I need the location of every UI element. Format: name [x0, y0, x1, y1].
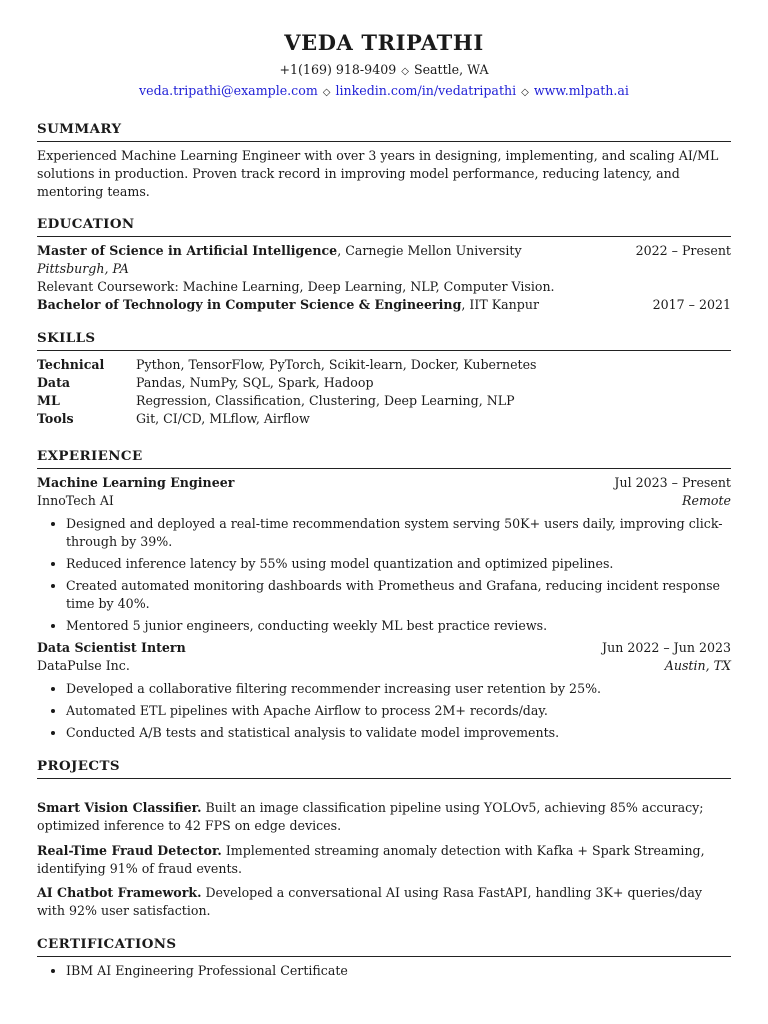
education-entry — [37, 242, 731, 296]
job-company: DataPulse Inc. — [37, 658, 130, 674]
job-role: Data Scientist Intern — [37, 640, 186, 656]
list-item: • Mentored 5 junior engineers, conducting weekly ML best practice reviews. — [66, 617, 731, 635]
certification-list — [37, 962, 731, 980]
skill-category: Data — [37, 374, 71, 390]
skill-category: ML — [37, 392, 60, 408]
education-section — [37, 215, 731, 314]
skills-table — [37, 356, 537, 428]
job-header-row — [37, 474, 731, 492]
email-link[interactable]: veda.tripathi@example.com — [139, 82, 318, 98]
skill-category: Technical — [37, 356, 105, 372]
job-entry — [37, 474, 731, 634]
section-title: SKILLS — [37, 329, 731, 351]
degree-line — [37, 242, 522, 260]
list-item: • Reduced inference latency by 55% using model quantization and optimized pipelines. — [66, 555, 731, 573]
degree-line — [37, 296, 539, 314]
skill-items: Python, TensorFlow, PyTorch, Scikit-learn, Docker, Kubernetes — [136, 356, 537, 372]
institution-name: , IIT Kanpur — [461, 297, 539, 313]
skills-row — [37, 392, 537, 410]
linkedin-link[interactable]: linkedin.com/in/vedatripathi — [335, 82, 517, 98]
job-dates: Jun 2022 – Jun 2023 — [602, 640, 731, 656]
skills-section — [37, 329, 731, 428]
section-title: CERTIFICATIONS — [37, 935, 731, 957]
list-item: • Automated ETL pipelines with Apache Airflow to process 2M+ records/day. — [66, 702, 731, 720]
location: Seattle, WA — [413, 62, 489, 78]
section-title: SUMMARY — [37, 120, 731, 142]
list-item: • Developed a collaborative filtering recommender increasing user retention by 25%. — [66, 680, 731, 698]
skills-row — [37, 374, 537, 392]
degree-name: Bachelor of Technology in Computer Science & Engineering — [37, 297, 462, 313]
skill-items: Git, CI/CD, MLflow, Airflow — [136, 410, 310, 426]
job-company-row — [37, 492, 731, 510]
education-dates: 2017 – 2021 — [652, 297, 731, 313]
degree-name: Master of Science in Artificial Intelligence — [37, 243, 338, 259]
education-header-row — [37, 296, 731, 314]
job-entry — [37, 639, 731, 741]
job-company: InnoTech AI — [37, 493, 114, 509]
project-item — [37, 884, 731, 920]
job-bullet-list — [37, 680, 731, 742]
job-company-row — [37, 657, 731, 675]
project-description: Developed a conversational AI using Rasa FastAPI, handling 3K+ queries/day with 92% user satisfaction. — [37, 885, 702, 919]
list-item: • Designed and deployed a real-time recommendation system serving 50K+ users daily, improving click-through by 39%. — [66, 515, 731, 551]
summary-text: Experienced Machine Learning Engineer with over 3 years in designing, implementing, and scaling AI/ML solutions in production. Proven track record in improving model performance, reducing latency, and mentoring teams. — [37, 147, 719, 199]
education-entry — [37, 296, 731, 314]
contact-line-1 — [37, 60, 731, 81]
job-header-row — [37, 639, 731, 657]
education-location: Pittsburgh, PA — [37, 261, 129, 277]
job-bullet-list — [37, 515, 731, 634]
contact-line-2 — [37, 81, 731, 102]
education-header-row — [37, 242, 731, 260]
job-role: Machine Learning Engineer — [37, 475, 235, 491]
skill-category: Tools — [37, 410, 74, 426]
project-item — [37, 799, 731, 835]
website-link[interactable]: www.mlpath.ai — [533, 82, 629, 98]
diamond-separator-icon: ◇ — [322, 86, 331, 98]
skill-items: Regression, Classification, Clustering, Deep Learning, NLP — [136, 392, 515, 408]
diamond-separator-icon: ◇ — [401, 66, 409, 78]
candidate-name: VEDA TRIPATHI — [284, 30, 484, 55]
experience-section — [37, 447, 731, 741]
institution-name: , Carnegie Mellon University — [337, 243, 522, 259]
education-dates: 2022 – Present — [635, 243, 731, 259]
section-title: PROJECTS — [37, 757, 731, 779]
project-name: Smart Vision Classifier. — [37, 799, 202, 815]
skills-row — [37, 410, 537, 428]
project-name: Real-Time Fraud Detector. — [37, 842, 222, 858]
skill-items: Pandas, NumPy, SQL, Spark, Hadoop — [136, 374, 374, 390]
project-item — [37, 842, 731, 878]
section-title: EDUCATION — [37, 215, 731, 237]
section-title: EXPERIENCE — [37, 447, 731, 469]
projects-section — [37, 757, 731, 920]
diamond-separator-icon: ◇ — [521, 86, 529, 98]
coursework: Relevant Coursework: Machine Learning, Deep Learning, NLP, Computer Vision. — [37, 279, 555, 295]
job-location: Austin, TX — [664, 658, 731, 674]
project-description: Built an image classification pipeline using YOLOv5, achieving 85% accuracy; optimized inference to 42 FPS on edge devices. — [37, 799, 704, 833]
job-location: Remote — [682, 493, 731, 509]
certifications-section — [37, 935, 731, 980]
phone-number: +1(169) 918-9409 — [279, 62, 397, 78]
list-item: • Created automated monitoring dashboards with Prometheus and Grafana, reducing incident response time by 40%. — [66, 577, 731, 613]
summary-section — [37, 120, 731, 201]
skills-row — [37, 356, 537, 374]
resume-header — [37, 30, 731, 102]
project-name: AI Chatbot Framework. — [37, 885, 202, 901]
project-description: Implemented streaming anomaly detection with Kafka + Spark Streaming, identifying 91% of fraud events. — [37, 842, 705, 876]
list-item: • IBM AI Engineering Professional Certificate — [66, 962, 731, 980]
job-dates: Jul 2023 – Present — [614, 475, 731, 491]
list-item: • Conducted A/B tests and statistical analysis to validate model improvements. — [66, 724, 731, 742]
